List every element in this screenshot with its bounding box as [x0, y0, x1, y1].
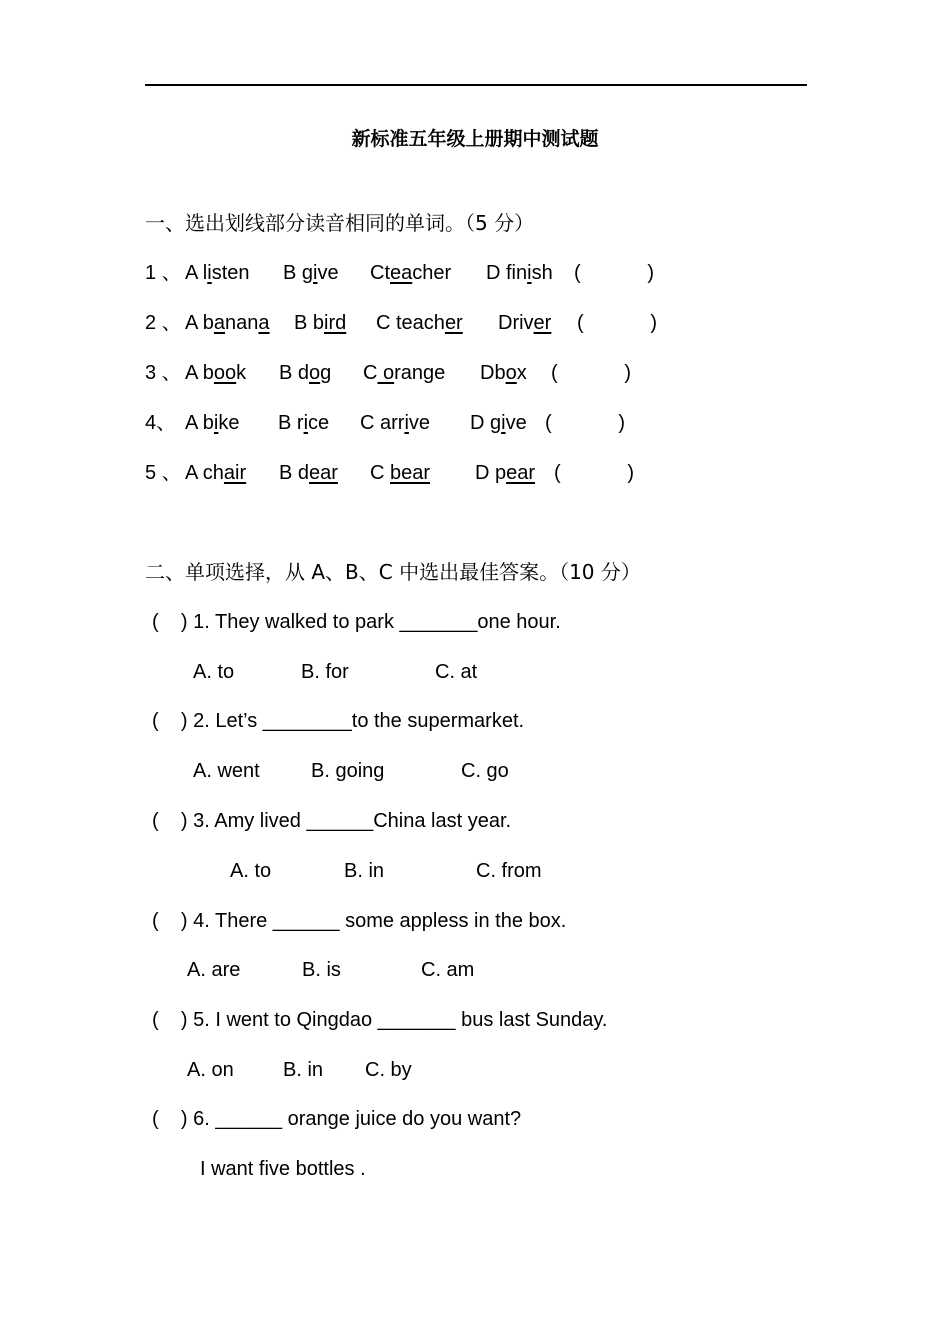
- word-part: D fin: [486, 262, 528, 284]
- q2-option-d: [498, 310, 551, 336]
- q3-number: 3 、: [145, 362, 182, 384]
- q5-option-c: [370, 460, 430, 486]
- q2-answer-blank[interactable]: ( ): [577, 312, 657, 334]
- underlined-letters: i: [527, 262, 532, 284]
- underlined-letters: i: [313, 262, 318, 284]
- q2-stem: ( ) 2. Let’s ________to the supermarket.: [152, 710, 525, 732]
- word-part: range: [394, 362, 446, 384]
- underlined-letters: ear: [309, 462, 338, 484]
- underlined-letters: o: [505, 362, 517, 384]
- q1-option-a: A. to: [193, 661, 235, 683]
- q5-stem: ( ) 5. I went to Qingdao _______ bus last Sunday.: [152, 1009, 608, 1031]
- section1-heading: 一、选出划线部分读音相同的单词。（5 分）: [145, 211, 535, 235]
- underlined-letters: i: [404, 412, 409, 434]
- q5-option-b: B. in: [283, 1059, 324, 1081]
- word-part: g: [320, 362, 332, 384]
- q4-stem: ( ) 4. There ______ some appless in the box.: [152, 910, 567, 932]
- word-part: ke: [218, 412, 240, 434]
- q6-answer-line: I want five bottles .: [200, 1158, 366, 1180]
- word-part: B g: [283, 262, 314, 284]
- q1-option-a: [185, 260, 250, 286]
- q5-option-d: [475, 460, 535, 486]
- q2-option-a: [185, 310, 270, 336]
- q3-stem: ( ) 3. Amy lived ______China last year.: [152, 810, 512, 832]
- q4-option-c: [360, 410, 430, 436]
- word-part: A b: [185, 412, 214, 434]
- word-part: D p: [475, 462, 507, 484]
- word-part: B b: [294, 312, 325, 334]
- underlined-letters: ird: [324, 312, 347, 334]
- q2-option-b: [294, 310, 346, 336]
- word-part: ve: [317, 262, 339, 284]
- q2-option-c: [376, 310, 463, 336]
- underlined-letters: ea: [390, 262, 413, 284]
- underlined-letters: i: [501, 412, 506, 434]
- word-part: B d: [279, 462, 310, 484]
- q5-option-a: [185, 460, 246, 486]
- q4-number: 4、: [145, 412, 177, 434]
- word-part: sh: [531, 262, 553, 284]
- q3-answer-blank[interactable]: ( ): [551, 362, 631, 384]
- q1-number: 1 、: [145, 262, 182, 284]
- q4-option-d: [470, 410, 527, 436]
- underlined-letters: i: [213, 412, 219, 434]
- q1-option-b: B. for: [301, 661, 349, 683]
- word-part: k: [236, 362, 247, 384]
- underlined-letters: a: [213, 312, 226, 334]
- q3-option-c: C. from: [476, 860, 542, 882]
- word-part: cher: [412, 262, 452, 284]
- q3-option-d: [480, 360, 527, 386]
- word-part: A ch: [185, 462, 224, 484]
- q4-option-b: [278, 410, 329, 436]
- q4-option-a: [185, 410, 240, 436]
- word-part: ce: [308, 412, 330, 434]
- word-part: B d: [279, 362, 310, 384]
- q1-option-d: [486, 260, 553, 286]
- q1-stem: ( ) 1. They walked to park _______one hour.: [152, 611, 561, 633]
- word-part: B r: [278, 412, 304, 434]
- word-part: A b: [185, 362, 214, 384]
- q1-option-c: [370, 260, 451, 286]
- q3-option-b: [279, 360, 331, 386]
- q3-option-c: [363, 360, 445, 386]
- word-part: C: [363, 362, 378, 384]
- underlined-letters: er: [444, 312, 463, 334]
- word-part: Ct: [370, 262, 390, 284]
- q3-option-a: [185, 360, 246, 386]
- word-part: Driv: [498, 312, 534, 334]
- q5-option-c: C. by: [365, 1059, 412, 1081]
- q3-option-a: A. to: [230, 860, 272, 882]
- word-part: x: [516, 362, 527, 384]
- q1-option-b: [283, 260, 339, 286]
- section2-heading: 二、单项选择，从 A、B、C 中选出最佳答案。（10 分）: [145, 560, 641, 584]
- q4-option-b: B. is: [302, 959, 341, 981]
- underlined-letters: o: [309, 362, 321, 384]
- word-part: A l: [185, 262, 208, 284]
- q3-option-b: B. in: [344, 860, 385, 882]
- q1-answer-blank[interactable]: ( ): [574, 262, 654, 284]
- q4-option-a: A. are: [187, 959, 241, 981]
- word-part: C arr: [360, 412, 405, 434]
- q5-answer-blank[interactable]: ( ): [554, 462, 634, 484]
- underlined-letters: air: [223, 462, 247, 484]
- word-part: D g: [470, 412, 502, 434]
- underlined-letters: o: [377, 362, 395, 384]
- underlined-letters: i: [303, 412, 309, 434]
- word-part: ve: [408, 412, 431, 434]
- header-rule: [145, 84, 807, 86]
- q2-option-b: B. going: [311, 760, 385, 782]
- q5-number: 5 、: [145, 462, 182, 484]
- word-part: ve: [505, 412, 527, 434]
- underlined-letters: ear: [506, 462, 536, 484]
- underlined-letters: i: [207, 262, 212, 284]
- q5-option-b: [279, 460, 338, 486]
- q2-option-c: C. go: [461, 760, 509, 782]
- word-part: Db: [480, 362, 506, 384]
- word-part: C: [370, 462, 390, 484]
- q6-stem: ( ) 6. ______ orange juice do you want?: [152, 1108, 522, 1130]
- underlined-letters: bear: [390, 462, 431, 484]
- word-part: nan: [225, 312, 259, 334]
- page-title: 新标准五年级上册期中测试题: [351, 128, 599, 150]
- q1-option-c: C. at: [435, 661, 478, 683]
- underlined-letters: er: [533, 312, 552, 334]
- word-part: A b: [185, 312, 214, 334]
- word-part: sten: [211, 262, 250, 284]
- q2-option-a: A. went: [193, 760, 260, 782]
- q4-answer-blank[interactable]: ( ): [545, 412, 625, 434]
- q4-option-c: C. am: [421, 959, 475, 981]
- q2-number: 2 、: [145, 312, 182, 334]
- underlined-letters: oo: [213, 362, 237, 384]
- word-part: C teach: [376, 312, 445, 334]
- q5-option-a: A. on: [187, 1059, 234, 1081]
- underlined-letters: a: [258, 312, 270, 334]
